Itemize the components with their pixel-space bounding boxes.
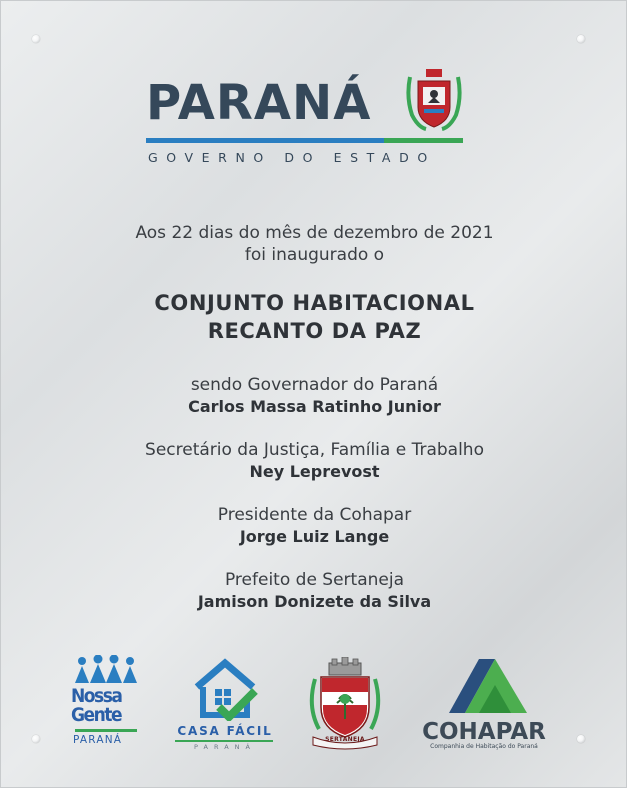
house-check-icon <box>189 657 261 721</box>
cohapar-subtitle: Companhia de Habitação do Paraná <box>430 743 538 750</box>
cohapar-logo <box>419 655 549 751</box>
nossa-gente-parana-logo <box>69 655 141 751</box>
official-role: Prefeito de Sertaneja <box>224 570 404 590</box>
parana-government-logo <box>146 67 466 167</box>
parana-wordmark: PARANÁ <box>146 75 372 131</box>
casa-facil-logo <box>173 657 277 753</box>
inauguration-date-text <box>1 222 627 266</box>
parana-color-bar <box>146 138 463 143</box>
cohapar-title: COHAPAR <box>422 719 546 745</box>
casa-facil-title: CASA FÁCIL <box>177 724 273 738</box>
cohapar-triangle-icon <box>439 655 529 717</box>
official-role: Secretário da Justiça, Família e Trabalho <box>145 440 484 460</box>
project-title-line-1: CONJUNTO HABITACIONAL <box>154 291 475 315</box>
sertaneja-ribbon-text: SERTANEJA <box>325 736 365 743</box>
screw-top-left <box>32 35 40 43</box>
official-role: Presidente da Cohapar <box>217 505 412 525</box>
official-role: sendo Governador do Paraná <box>190 375 439 395</box>
official-name: Jamison Donizete da Silva <box>197 592 432 611</box>
project-title <box>1 289 627 345</box>
parana-coat-of-arms-icon <box>404 67 464 133</box>
nossa-word: Nossa <box>71 685 122 707</box>
project-title-line-2: RECANTO DA PAZ <box>207 319 422 343</box>
casa-facil-subtitle: PARANÁ <box>194 743 256 751</box>
nossa-gente-parana-word: PARANÁ <box>73 734 123 746</box>
official-name: Jorge Luiz Lange <box>239 527 390 546</box>
sertaneja-municipal-seal <box>305 657 385 751</box>
official-mayor <box>1 569 627 613</box>
governo-do-estado-label: GOVERNO DO ESTADO <box>148 150 436 165</box>
official-governor <box>1 374 627 418</box>
official-secretary <box>1 439 627 483</box>
inauguration-line-1: Aos 22 dias do mês de dezembro de 2021 <box>135 223 494 243</box>
screw-bottom-left <box>32 735 40 743</box>
screw-top-right <box>577 35 585 43</box>
screw-bottom-right <box>577 735 585 743</box>
official-name: Ney Leprevost <box>249 462 380 481</box>
inauguration-line-2: foi inaugurado o <box>244 245 385 265</box>
people-group-icon <box>74 655 138 685</box>
official-cohapar-president <box>1 504 627 548</box>
official-name: Carlos Massa Ratinho Junior <box>188 397 441 416</box>
gente-word: Gente <box>71 704 122 726</box>
